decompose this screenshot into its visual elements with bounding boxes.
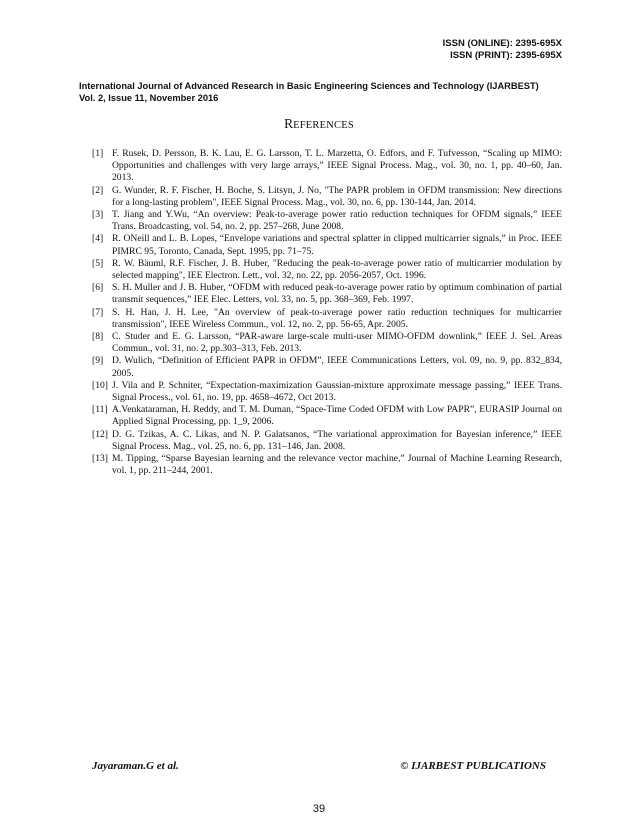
reference-text: A.Venkataraman, H. Reddy, and T. M. Duman, “Space-Time Coded OFDM with Low PAPR”, EURASIP Journal on Applied Signal Processing, pp. 1_9, 2006. xyxy=(112,404,562,428)
references-heading xyxy=(0,116,638,132)
reference-text: R. W. Bäuml, R.F. Fischer, J. B. Huber, "Reducing the peak-to-average power ratio of multicarrier modulation by selected mapping", IEE Electron. Lett., vol. 32, no. 22, pp. 2056-2057, Oct. 1996. xyxy=(112,257,562,282)
reference-item xyxy=(92,453,562,477)
reference-number: [5] xyxy=(92,257,104,269)
journal-title: International Journal of Advanced Research in Basic Engineering Sciences and Technology (IJARBEST) xyxy=(79,81,539,91)
issn-block xyxy=(443,38,562,62)
reference-number: [4] xyxy=(92,233,104,245)
reference-text: T. Jiang and Y.Wu, “An overview: Peak-to-average power ratio reduction techniques for OFDM signals,” IEEE Trans. Broadcasting, vol. 54, no. 2, pp. 257–268, June 2008. xyxy=(112,209,562,233)
reference-number: [3] xyxy=(92,209,104,221)
reference-text: R. ONeill and L. B. Lopes, “Envelope variations and spectral splatter in clipped multicarrier signals,” in Proc. IEEE PIMRC 95, Toronto, Canada, Sept. 1995, pp. 71–75. xyxy=(112,233,562,257)
issn-online: ISSN (ONLINE): 2395-695X xyxy=(442,38,562,49)
reference-text: C. Studer and E. G. Larsson, “PAR-aware large-scale multi-user MIMO-OFDM downlink,” IEEE J. Sel. Areas Commun., vol. 31, no. 2, pp.303–313, Feb. 2013. xyxy=(112,331,562,355)
references-heading-initial: R xyxy=(284,116,294,131)
reference-number: [7] xyxy=(92,306,104,318)
reference-item xyxy=(92,331,562,355)
journal-issue: Vol. 2, Issue 11, November 2016 xyxy=(79,93,219,103)
reference-number: [1] xyxy=(92,148,104,159)
reference-item xyxy=(92,209,562,233)
journal-header xyxy=(79,80,539,104)
reference-text: J. Vila and P. Schniter, “Expectation-maximization Gaussian-mixture approximate message passing,” IEEE Trans. Signal Process., vol. 61, no. 19, pp. 4658–4672, Oct 2013. xyxy=(112,379,562,404)
reference-text: G. Wunder, R. F. Fischer, H. Boche, S. Litsyn, J. No, "The PAPR problem in OFDM transmission: New directions for a long-lasting problem", IEEE Signal Process. Mag., vol. 30, no. 6, pp. 130-144, Jan. 2014. xyxy=(112,184,562,208)
reference-number: [9] xyxy=(92,355,104,367)
reference-text: M. Tipping, “Sparse Bayesian learning and the relevance vector machine,” Journal of Machine Learning Research, vol. 1, pp. 211–244, 2001. xyxy=(112,453,562,477)
reference-number: [6] xyxy=(92,282,104,294)
reference-number: [10] xyxy=(92,379,108,391)
reference-number: [8] xyxy=(92,331,104,343)
reference-item xyxy=(92,185,562,209)
issn-print: ISSN (PRINT): 2395-695X xyxy=(450,50,562,61)
reference-item xyxy=(92,355,562,379)
page-number: 39 xyxy=(312,803,326,815)
footer-publisher: © IJARBEST PUBLICATIONS xyxy=(400,760,546,772)
reference-text: S. H. Han, J. H. Lee, "An overview of peak-to-average power ratio reduction techniques for multicarrier transmission", IEEE Wireless Commun., vol. 12, no. 2, pp. 56-65, Apr. 2005. xyxy=(112,306,562,330)
reference-item xyxy=(92,258,562,282)
reference-item xyxy=(92,282,562,306)
references-heading-rest: EFERENCES xyxy=(293,120,354,131)
reference-number: [12] xyxy=(92,428,108,440)
reference-item xyxy=(92,307,562,331)
reference-item xyxy=(92,233,562,257)
reference-text: D. G. Tzikas, A. C. Likas, and N. P. Galatsanos, “The variational approximation for Bayesian inference,” IEEE Signal Process. Mag., vol. 25, no. 6, pp. 131–146, Jan. 2008. xyxy=(112,428,562,452)
reference-item xyxy=(92,148,562,185)
reference-item xyxy=(92,380,562,404)
reference-number: [2] xyxy=(92,184,104,196)
reference-text: D. Wulich, “Definition of Efficient PAPR in OFDM”, IEEE Communications Letters, vol. 09, no. 9, pp. 832_834, 2005. xyxy=(112,355,562,379)
reference-list xyxy=(92,148,562,477)
reference-text: F. Rusek, D. Persson, B. K. Lau, E. G. Larsson, T. L. Marzetta, O. Edfors, and F. Tufvesson, “Scaling up MIMO: Opportunities and challenges with very large arrays,” IEEE Signal Process. Mag., vol. 30, no. 1, pp. 40–60, Jan. 2013. xyxy=(112,148,562,184)
reference-item xyxy=(92,404,562,428)
reference-number: [11] xyxy=(92,404,108,416)
reference-item xyxy=(92,429,562,453)
footer-author: Jayaraman.G et al. xyxy=(92,760,179,772)
reference-text: S. H. Muller and J. B. Huber, “OFDM with reduced peak-to-average power ratio by optimum combination of partial transmit sequences,” IEE Elec. Letters, vol. 33, no. 5, pp. 368–369, Feb. 1997. xyxy=(112,282,562,306)
reference-number: [13] xyxy=(92,453,108,465)
